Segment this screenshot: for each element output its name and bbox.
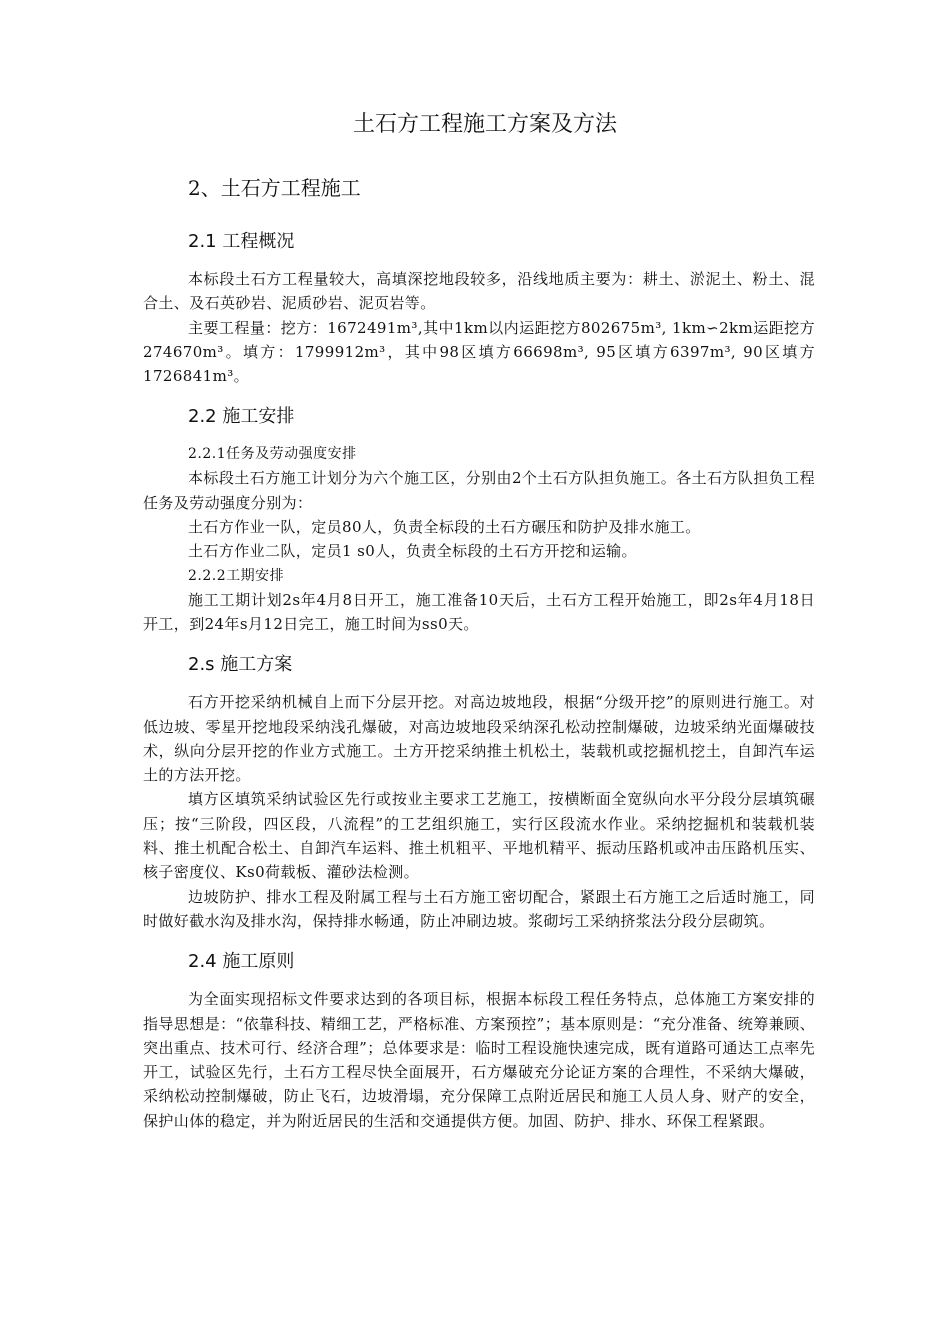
section-2-2-heading: 2.2 施工安排 [188, 406, 295, 428]
section-2-2-paragraph-1: 本标段土石方施工计划分为六个施工区，分别由2个土石方队担负施工。各土石方队担负工程任务及劳动强度分别为： [143, 469, 815, 512]
section-2-1-paragraph-2: 主要工程量：挖方：1672491m³,其中1km以内运距挖方802675m³, 1km∽2km运距挖方274670m³。填方：1799912m³，其中98区填方66698m³, 95区填方6397m³, 90区填方 1726841m³。 [143, 318, 815, 386]
section-2-heading: 2、土石方工程施工 [188, 176, 361, 200]
section-2-2-paragraph-3: 土石方作业二队，定员1 s0人，负责全标段的土石方开挖和运输。 [188, 542, 637, 561]
section-2-3-paragraph-3: 边坡防护、排水工程及附属工程与土石方施工密切配合，紧跟土石方施工之后适时施工，同时做好截水沟及排水沟，保持排水畅通，防止冲刷边坡。浆砌圬工采纳挤浆法分段分层砌筑。 [143, 887, 815, 930]
section-2-2-paragraph-4: 施工工期计划2s年4月8日开工，施工准备10天后，土石方工程开始施工，即2s年4月18日开工，到24年s月12日完工，施工时间为ss0天。 [143, 590, 815, 633]
section-2-2-2-heading: 2.2.2工期安排 [188, 567, 285, 584]
section-2-4-heading: 2.4 施工原则 [188, 951, 295, 973]
section-2-3-heading: 2.s 施工方案 [188, 654, 293, 676]
section-2-4-paragraph-1: 为全面实现招标文件要求达到的各项目标，根据本标段工程任务特点，总体施工方案安排的指导思想是：“依靠科技、精细工艺，严格标准、方案预控”；基本原则是：“充分准备、统筹兼顾、突出重点、技术可行、经济合理”；总体要求是：临时工程设施快速完成，既有道路可通达工点率先开工，试验区先行，土石方工程尽快全面展开，石方爆破充分论证方案的合理性，不采纳大爆破，采纳松动控制爆破，防止飞石，边坡滑塌，充分保障工点附近居民和施工人员人身、财产的安全，保护山体的稳定，并为附近居民的生活和交通提供方便。加固、防护、排水、环保工程紧跟。 [143, 990, 815, 1130]
section-2-2-1-heading: 2.2.1任务及劳动强度安排 [188, 446, 357, 463]
document-page [143, 110, 815, 1133]
section-2-3-paragraph-1: 石方开挖采纳机械自上而下分层开挖。对高边坡地段，根据“分级开挖”的原则进行施工。对低边坡、零星开挖地段采纳浅孔爆破，对高边坡地段采纳深孔松动控制爆破，边坡采纳光面爆破技术，纵向分层开挖的作业方式施工。土方开挖采纳推土机松土，装载机或挖掘机挖土，自卸汽车运土的方法开挖。 [143, 693, 815, 785]
section-2-3-paragraph-2: 填方区填筑采纳试验区先行或按业主要求工艺施工，按横断面全宽纵向水平分段分层填筑碾压；按“三阶段，四区段，八流程”的工艺组织施工，实行区段流水作业。采纳挖掘机和装载机装料、推土机配合松土、自卸汽车运料、推土机粗平、平地机精平、振动压路机或冲击压路机压实、核子密度仪、Ks0荷载板、灌砂法检测。 [143, 790, 815, 882]
section-2-1-paragraph-1: 本标段土石方工程量较大，高填深挖地段较多，沿线地质主要为：耕土、淤泥土、粉土、混合土、及石英砂岩、泥质砂岩、泥页岩等。 [143, 270, 815, 313]
section-2-1-heading: 2.1 工程概况 [188, 231, 295, 252]
document-title: 土石方工程施工方案及方法 [352, 112, 617, 137]
section-2-2-paragraph-2: 土石方作业一队，定员80人，负责全标段的土石方碾压和防护及排水施工。 [188, 518, 701, 537]
